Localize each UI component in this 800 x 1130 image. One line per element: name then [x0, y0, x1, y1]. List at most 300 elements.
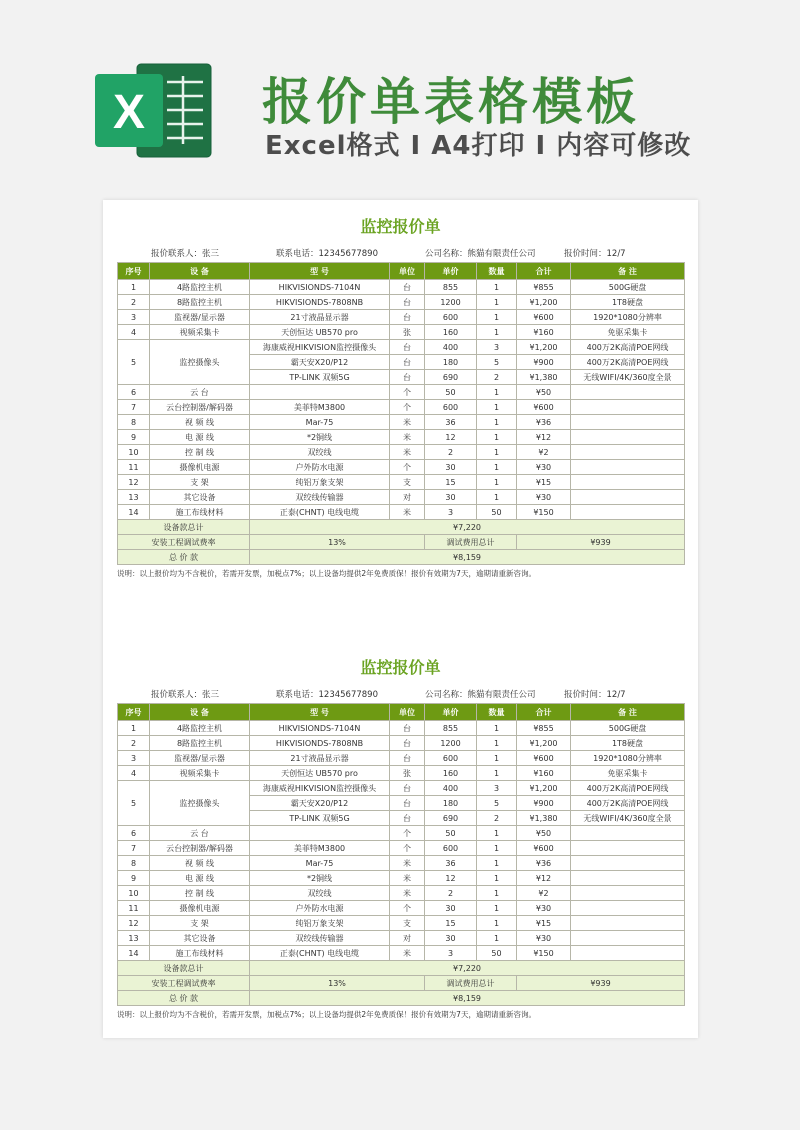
table-cell: ¥600: [517, 751, 571, 766]
table-cell: ¥30: [517, 490, 571, 505]
table-row: [118, 310, 685, 325]
table-cell: 1: [477, 415, 517, 430]
table-cell: HIKVISIONDS-7808NB: [250, 736, 390, 751]
table-cell: 个: [390, 385, 425, 400]
table-cell: 对: [390, 490, 425, 505]
table-cell: 5: [118, 340, 150, 385]
table-cell: 免驱采集卡: [571, 325, 685, 340]
summary-value: ¥8,159: [250, 550, 685, 565]
table-cell: 1: [477, 766, 517, 781]
column-header: 单位: [390, 704, 425, 721]
table-cell: 15: [425, 916, 477, 931]
table-cell: ¥36: [517, 856, 571, 871]
column-header: 型 号: [250, 704, 390, 721]
column-header: 单位: [390, 263, 425, 280]
table-cell: TP-LINK 双频5G: [250, 811, 390, 826]
table-cell: ¥50: [517, 385, 571, 400]
table-cell: ¥900: [517, 355, 571, 370]
table-cell: 1: [118, 721, 150, 736]
table-cell: 690: [425, 370, 477, 385]
table-cell: [571, 490, 685, 505]
table-row: [118, 475, 685, 490]
table-cell: [571, 385, 685, 400]
table-cell: 支: [390, 475, 425, 490]
table-cell: 霸天安X20/P12: [250, 355, 390, 370]
table-cell: 1: [477, 931, 517, 946]
table-row: [118, 946, 685, 961]
table-row: [118, 916, 685, 931]
table-cell: 2: [118, 736, 150, 751]
table-cell: ¥12: [517, 430, 571, 445]
table-row: [118, 721, 685, 736]
column-header: 单价: [425, 704, 477, 721]
table-cell: 1: [477, 475, 517, 490]
summary-label: 调试费用总计: [425, 535, 517, 550]
table-cell: ¥2: [517, 445, 571, 460]
table-cell: 霸天安X20/P12: [250, 796, 390, 811]
table-cell: 400万2K高清POE网线: [571, 355, 685, 370]
company-name: 公司名称：熊猫有限责任公司: [425, 249, 536, 259]
table-cell: [571, 841, 685, 856]
company-name: 公司名称：熊猫有限责任公司: [425, 690, 536, 700]
quote-note: 说明：以上报价均为不含税价，若需开发票，加税点7%；以上设备均提供2年免费质保！报价有效期为7天，逾期请重新咨询。: [117, 569, 536, 578]
excel-logo-icon: [95, 58, 215, 163]
table-cell: ¥12: [517, 871, 571, 886]
table-cell: 台: [390, 811, 425, 826]
table-cell: 3: [425, 505, 477, 520]
table-row: [118, 415, 685, 430]
table-cell: 3: [477, 340, 517, 355]
table-cell: 云 台: [150, 826, 250, 841]
table-cell: 5: [477, 796, 517, 811]
table-cell: 个: [390, 400, 425, 415]
table-cell: [250, 826, 390, 841]
column-header: 序号: [118, 263, 150, 280]
table-cell: 监视器/显示器: [150, 751, 250, 766]
table-cell: ¥30: [517, 931, 571, 946]
column-header: 数量: [477, 263, 517, 280]
table-cell: ¥36: [517, 415, 571, 430]
table-row: [118, 505, 685, 520]
table-row: [118, 325, 685, 340]
table-cell: [571, 931, 685, 946]
table-cell: ¥50: [517, 826, 571, 841]
table-cell: 1: [477, 751, 517, 766]
table-cell: 500G硬盘: [571, 280, 685, 295]
table-cell: 控 制 线: [150, 886, 250, 901]
column-header: 设 备: [150, 263, 250, 280]
table-cell: *2铜线: [250, 430, 390, 445]
table-cell: 50: [477, 505, 517, 520]
table-cell: 1: [477, 445, 517, 460]
table-cell: ¥900: [517, 796, 571, 811]
table-cell: [571, 505, 685, 520]
table-cell: 双绞线: [250, 886, 390, 901]
table-cell: 1: [477, 841, 517, 856]
table-cell: 12: [425, 430, 477, 445]
table-cell: 9: [118, 430, 150, 445]
table-row: [118, 400, 685, 415]
column-header: 单价: [425, 263, 477, 280]
table-cell: 4路监控主机: [150, 280, 250, 295]
table-cell: 免驱采集卡: [571, 766, 685, 781]
table-cell: 米: [390, 856, 425, 871]
table-cell: [571, 445, 685, 460]
table-cell: 1920*1080分辨率: [571, 310, 685, 325]
table-cell: 11: [118, 460, 150, 475]
table-cell: ¥600: [517, 310, 571, 325]
table-cell: 米: [390, 445, 425, 460]
table-cell: ¥30: [517, 460, 571, 475]
table-cell: 视频采集卡: [150, 766, 250, 781]
table-cell: 36: [425, 856, 477, 871]
table-cell: 云 台: [150, 385, 250, 400]
table-cell: ¥150: [517, 505, 571, 520]
table-cell: 台: [390, 340, 425, 355]
table-cell: 1: [477, 400, 517, 415]
table-cell: 纯铝万象支架: [250, 475, 390, 490]
table-cell: 855: [425, 280, 477, 295]
quote-sheet-2: [117, 655, 684, 1020]
summary-value: ¥7,220: [250, 961, 685, 976]
table-cell: 21寸液晶显示器: [250, 751, 390, 766]
table-cell: 1: [477, 385, 517, 400]
table-cell: 户外防水电源: [250, 901, 390, 916]
column-header: 数量: [477, 704, 517, 721]
summary-label: 安装工程调试费率: [118, 976, 250, 991]
table-cell: ¥160: [517, 325, 571, 340]
table-cell: 400: [425, 781, 477, 796]
table-cell: 云台控制器/解码器: [150, 841, 250, 856]
table-cell: 1: [477, 325, 517, 340]
table-cell: 台: [390, 280, 425, 295]
table-cell: 1200: [425, 295, 477, 310]
svg-text:X: X: [112, 86, 146, 139]
sheet-title: 监控报价单: [360, 219, 441, 236]
table-cell: 1: [477, 280, 517, 295]
quote-sheet-1: [117, 214, 684, 579]
document-paper: [103, 200, 698, 1038]
table-cell: 5: [118, 781, 150, 826]
table-cell: 30: [425, 901, 477, 916]
table-cell: ¥15: [517, 475, 571, 490]
table-cell: 米: [390, 886, 425, 901]
table-cell: 600: [425, 751, 477, 766]
contact-phone: 联系电话：12345677890: [276, 249, 378, 259]
table-cell: 3: [425, 946, 477, 961]
table-cell: 4路监控主机: [150, 721, 250, 736]
table-cell: 施工布线材料: [150, 946, 250, 961]
sheet-title: 监控报价单: [360, 660, 441, 677]
table-cell: 1: [477, 460, 517, 475]
table-cell: 云台控制器/解码器: [150, 400, 250, 415]
header: [0, 0, 800, 200]
table-cell: 690: [425, 811, 477, 826]
summary-label: 调试费用总计: [425, 976, 517, 991]
table-cell: [571, 460, 685, 475]
table-cell: 4: [118, 766, 150, 781]
table-cell: 400: [425, 340, 477, 355]
table-cell: 30: [425, 460, 477, 475]
table-cell: 400万2K高清POE网线: [571, 781, 685, 796]
summary-value: 13%: [250, 976, 425, 991]
table-cell: 3: [118, 310, 150, 325]
table-cell: 米: [390, 430, 425, 445]
quote-note: 说明：以上报价均为不含税价，若需开发票，加税点7%；以上设备均提供2年免费质保！报价有效期为7天，逾期请重新咨询。: [117, 1010, 536, 1019]
table-row: [118, 490, 685, 505]
table-cell: 监控摄像头: [150, 781, 250, 826]
column-header: 合计: [517, 263, 571, 280]
column-header: 合计: [517, 704, 571, 721]
table-cell: 500G硬盘: [571, 721, 685, 736]
table-cell: 张: [390, 325, 425, 340]
table-cell: 正泰(CHNT) 电线电缆: [250, 505, 390, 520]
table-cell: 1: [118, 280, 150, 295]
table-cell: 台: [390, 295, 425, 310]
table-cell: [571, 415, 685, 430]
table-cell: 视 频 线: [150, 415, 250, 430]
table-cell: 180: [425, 796, 477, 811]
table-cell: HIKVISIONDS-7104N: [250, 280, 390, 295]
table-cell: 14: [118, 946, 150, 961]
table-cell: 台: [390, 796, 425, 811]
table-row: [118, 736, 685, 751]
table-cell: 视 频 线: [150, 856, 250, 871]
table-cell: 1: [477, 490, 517, 505]
table-cell: 30: [425, 490, 477, 505]
table-cell: [571, 856, 685, 871]
table-cell: 14: [118, 505, 150, 520]
table-cell: 视频采集卡: [150, 325, 250, 340]
table-cell: 支 架: [150, 916, 250, 931]
table-cell: 双绞线: [250, 445, 390, 460]
table-cell: 600: [425, 400, 477, 415]
table-cell: 户外防水电源: [250, 460, 390, 475]
table-cell: ¥600: [517, 400, 571, 415]
column-header: 序号: [118, 704, 150, 721]
table-row: [118, 430, 685, 445]
column-header: 设 备: [150, 704, 250, 721]
table-cell: 180: [425, 355, 477, 370]
table-cell: 米: [390, 871, 425, 886]
table-cell: ¥150: [517, 946, 571, 961]
table-cell: 160: [425, 766, 477, 781]
table-cell: 施工布线材料: [150, 505, 250, 520]
table-row: [118, 766, 685, 781]
summary-value: 13%: [250, 535, 425, 550]
table-cell: 11: [118, 901, 150, 916]
table-cell: 支: [390, 916, 425, 931]
table-cell: 支 架: [150, 475, 250, 490]
summary-label: 设备款总计: [118, 961, 250, 976]
table-cell: 1: [477, 916, 517, 931]
table-cell: 其它设备: [150, 931, 250, 946]
table-cell: 4: [118, 325, 150, 340]
table-cell: 50: [425, 826, 477, 841]
table-cell: 1920*1080分辨率: [571, 751, 685, 766]
table-cell: 10: [118, 886, 150, 901]
table-cell: HIKVISIONDS-7808NB: [250, 295, 390, 310]
table-cell: 米: [390, 415, 425, 430]
table-cell: 1: [477, 856, 517, 871]
table-cell: *2铜线: [250, 871, 390, 886]
table-header-row: [118, 704, 685, 721]
table-cell: 个: [390, 901, 425, 916]
table-cell: 监控摄像头: [150, 340, 250, 385]
table-cell: Mar-75: [250, 856, 390, 871]
table-row: [118, 751, 685, 766]
table-cell: 台: [390, 781, 425, 796]
table-cell: 1: [477, 736, 517, 751]
table-cell: 13: [118, 490, 150, 505]
table-cell: HIKVISIONDS-7104N: [250, 721, 390, 736]
table-row: [118, 871, 685, 886]
table-cell: 对: [390, 931, 425, 946]
table-row: [118, 340, 685, 355]
table-cell: 3: [118, 751, 150, 766]
table-header-row: [118, 263, 685, 280]
table-cell: 摄像机电源: [150, 901, 250, 916]
column-header: 备 注: [571, 704, 685, 721]
table-row: [118, 385, 685, 400]
quote-date: 报价时间：12/7: [564, 690, 626, 700]
grand-total-row: [118, 991, 685, 1006]
table-cell: 12: [118, 475, 150, 490]
table-cell: ¥1,380: [517, 370, 571, 385]
table-cell: 海康威视HIKVISION监控摄像头: [250, 340, 390, 355]
table-cell: [250, 385, 390, 400]
table-cell: ¥1,200: [517, 781, 571, 796]
table-cell: [571, 400, 685, 415]
table-row: [118, 280, 685, 295]
table-cell: 台: [390, 721, 425, 736]
table-cell: [571, 946, 685, 961]
table-cell: ¥160: [517, 766, 571, 781]
quote-table: [117, 262, 685, 565]
page-subtitle: Excel格式 I A4打印 I 内容可修改: [265, 131, 692, 161]
table-cell: 美菲特M3800: [250, 400, 390, 415]
table-cell: 400万2K高清POE网线: [571, 796, 685, 811]
table-cell: ¥1,200: [517, 340, 571, 355]
table-cell: ¥1,200: [517, 295, 571, 310]
table-cell: 米: [390, 505, 425, 520]
summary-label: 总 价 款: [118, 991, 250, 1006]
info-row: [117, 683, 684, 703]
table-cell: 1T8硬盘: [571, 295, 685, 310]
contact-person: 报价联系人：张三: [151, 690, 220, 700]
table-cell: [571, 475, 685, 490]
table-cell: 台: [390, 355, 425, 370]
table-cell: 12: [425, 871, 477, 886]
table-cell: 8路监控主机: [150, 295, 250, 310]
table-cell: 电 源 线: [150, 430, 250, 445]
table-cell: 台: [390, 310, 425, 325]
table-cell: 天创恒达 UB570 pro: [250, 766, 390, 781]
table-cell: 1: [477, 886, 517, 901]
table-cell: [571, 886, 685, 901]
table-cell: 1: [477, 826, 517, 841]
summary-label: 安装工程调试费率: [118, 535, 250, 550]
table-cell: 5: [477, 355, 517, 370]
table-cell: 其它设备: [150, 490, 250, 505]
quote-table: [117, 703, 685, 1006]
table-cell: 15: [425, 475, 477, 490]
summary-value: ¥939: [517, 535, 685, 550]
table-cell: 21寸液晶显示器: [250, 310, 390, 325]
table-row: [118, 901, 685, 916]
table-cell: 监视器/显示器: [150, 310, 250, 325]
contact-person: 报价联系人：张三: [151, 249, 220, 259]
table-cell: 30: [425, 931, 477, 946]
summary-value: ¥7,220: [250, 520, 685, 535]
quote-date: 报价时间：12/7: [564, 249, 626, 259]
table-cell: [571, 430, 685, 445]
table-cell: ¥30: [517, 901, 571, 916]
table-cell: 50: [425, 385, 477, 400]
table-cell: 电 源 线: [150, 871, 250, 886]
summary-label: 总 价 款: [118, 550, 250, 565]
summary-value: ¥939: [517, 976, 685, 991]
summary-value: ¥8,159: [250, 991, 685, 1006]
table-row: [118, 445, 685, 460]
table-cell: 1: [477, 901, 517, 916]
table-cell: 个: [390, 826, 425, 841]
grand-total-row: [118, 550, 685, 565]
table-cell: 美菲特M3800: [250, 841, 390, 856]
table-cell: ¥15: [517, 916, 571, 931]
table-row: [118, 295, 685, 310]
table-cell: 2: [477, 370, 517, 385]
table-row: [118, 856, 685, 871]
table-cell: 双绞线传输器: [250, 931, 390, 946]
table-cell: 12: [118, 916, 150, 931]
summary-label: 设备款总计: [118, 520, 250, 535]
table-cell: ¥855: [517, 721, 571, 736]
table-cell: [571, 916, 685, 931]
table-cell: ¥855: [517, 280, 571, 295]
table-row: [118, 841, 685, 856]
table-cell: 2: [425, 886, 477, 901]
table-cell: 海康威视HIKVISION监控摄像头: [250, 781, 390, 796]
table-cell: [571, 871, 685, 886]
table-cell: TP-LINK 双频5G: [250, 370, 390, 385]
table-cell: 个: [390, 841, 425, 856]
table-cell: [571, 901, 685, 916]
table-cell: 8: [118, 415, 150, 430]
column-header: 型 号: [250, 263, 390, 280]
table-cell: 160: [425, 325, 477, 340]
table-cell: [571, 826, 685, 841]
table-cell: ¥600: [517, 841, 571, 856]
table-cell: 台: [390, 751, 425, 766]
table-cell: ¥1,380: [517, 811, 571, 826]
table-cell: 正泰(CHNT) 电线电缆: [250, 946, 390, 961]
table-cell: 7: [118, 841, 150, 856]
table-row: [118, 826, 685, 841]
table-cell: 无线WIFI/4K/360度全景: [571, 811, 685, 826]
column-header: 备 注: [571, 263, 685, 280]
table-cell: 米: [390, 946, 425, 961]
table-row: [118, 886, 685, 901]
page-title: 报价单表格模板: [262, 73, 640, 131]
table-cell: 1: [477, 721, 517, 736]
table-row: [118, 781, 685, 796]
table-cell: 2: [425, 445, 477, 460]
table-row: [118, 460, 685, 475]
table-cell: 1: [477, 430, 517, 445]
table-cell: 400万2K高清POE网线: [571, 340, 685, 355]
table-cell: 纯铝万象支架: [250, 916, 390, 931]
